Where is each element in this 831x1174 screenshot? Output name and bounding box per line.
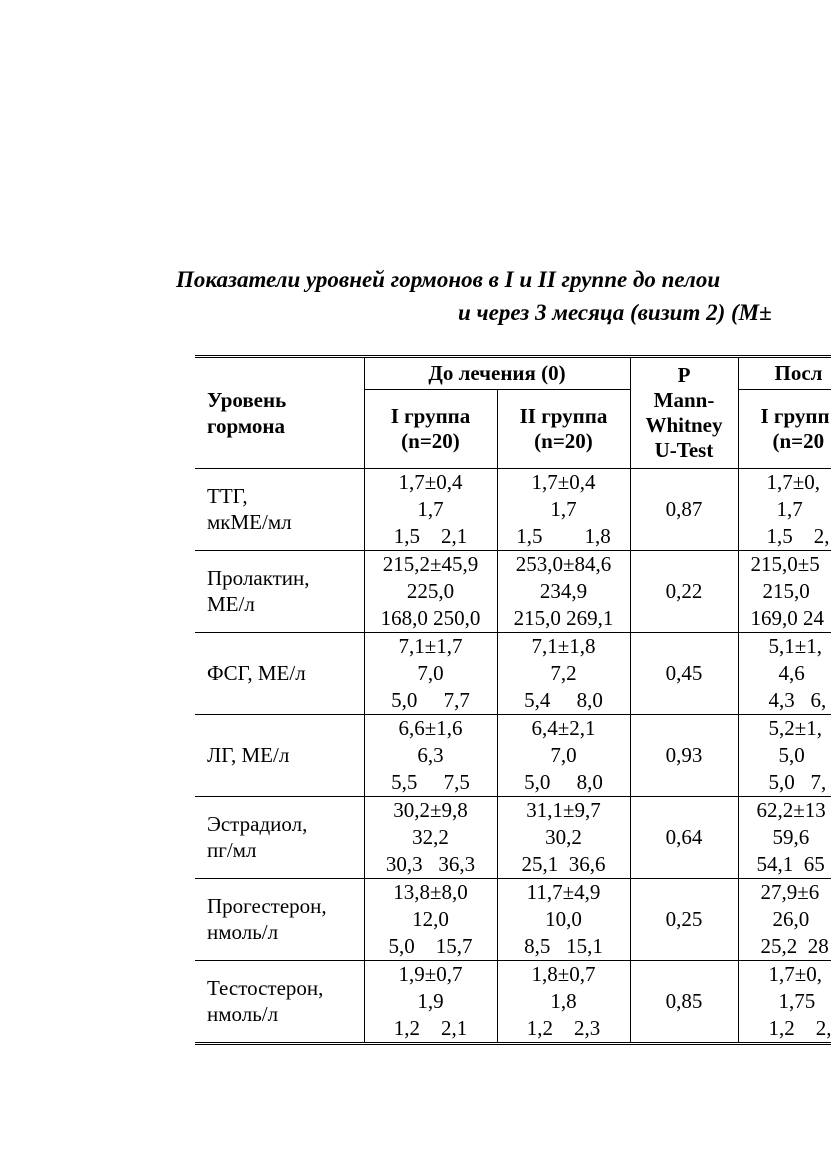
cell-group-1: 13,8±8,0 12,0 5,0 15,7: [364, 878, 497, 960]
row-name: Пролактин, МЕ/л: [195, 550, 364, 632]
cell-p-value: 0,25: [630, 878, 738, 960]
cell-group-1-after: 1,7±0, 1,75 1,2 2,: [738, 960, 831, 1042]
header-group-before: До лечения (0): [364, 358, 630, 389]
cell-p-value: 0,85: [630, 960, 738, 1042]
cell-group-1: 1,9±0,7 1,9 1,2 2,1: [364, 960, 497, 1042]
row-name: Тестостерон, нмоль/л: [195, 960, 364, 1042]
cell-group-2: 253,0±84,6 234,9 215,0 269,1: [497, 550, 630, 632]
cell-p-value: 0,64: [630, 796, 738, 878]
cell-group-2: 1,7±0,4 1,7 1,5 1,8: [497, 468, 630, 550]
table-row: [195, 468, 831, 550]
table-bottom-rule: [195, 1042, 831, 1045]
table-title-line-1: Показатели уровней гормонов в I и II группе до пелои: [176, 267, 721, 292]
row-name: ЛГ, МЕ/л: [195, 714, 364, 796]
row-name: Прогестерон, нмоль/л: [195, 878, 364, 960]
header-p-mann-whitney: P Mann- Whitney U-Test: [630, 358, 738, 468]
cell-group-1: 7,1±1,7 7,0 5,0 7,7: [364, 632, 497, 714]
cell-p-value: 0,87: [630, 468, 738, 550]
table-row: [195, 550, 831, 632]
table-title-line-2: и через 3 месяца (визит 2) (М±: [458, 300, 772, 325]
hormone-table: [195, 355, 831, 1045]
row-name: Эстрадиол, пг/мл: [195, 796, 364, 878]
table-row: [195, 960, 831, 1042]
cell-group-1-after: 5,1±1, 4,6 4,3 6,: [738, 632, 831, 714]
table-row: [195, 632, 831, 714]
cell-p-value: 0,22: [630, 550, 738, 632]
header-group-1: I группа (n=20): [364, 389, 497, 468]
cell-group-1-after: 215,0±5 215,0 169,0 24: [738, 550, 831, 632]
cell-p-value: 0,45: [630, 632, 738, 714]
table-row: [195, 878, 831, 960]
cell-group-1: 1,7±0,4 1,7 1,5 2,1: [364, 468, 497, 550]
cell-group-2: 7,1±1,8 7,2 5,4 8,0: [497, 632, 630, 714]
cell-group-2: 11,7±4,9 10,0 8,5 15,1: [497, 878, 630, 960]
cell-group-2: 1,8±0,7 1,8 1,2 2,3: [497, 960, 630, 1042]
row-name: ТТГ, мкМЕ/мл: [195, 468, 364, 550]
header-group-after: Посл: [738, 358, 831, 389]
cell-group-1: 30,2±9,8 32,2 30,3 36,3: [364, 796, 497, 878]
cell-group-1-after: 1,7±0, 1,7 1,5 2,: [738, 468, 831, 550]
header-row-label: Уровень гормона: [207, 387, 287, 438]
cell-group-1: 6,6±1,6 6,3 5,5 7,5: [364, 714, 497, 796]
header-group-2: II группа (n=20): [497, 389, 630, 468]
header-group-1-after: I групп (n=20: [738, 389, 831, 468]
cell-group-1-after: 62,2±13 59,6 54,1 65: [738, 796, 831, 878]
cell-p-value: 0,93: [630, 714, 738, 796]
cell-group-1-after: 5,2±1, 5,0 5,0 7,: [738, 714, 831, 796]
table-row: [195, 796, 831, 878]
table-row: [195, 714, 831, 796]
row-name: ФСГ, МЕ/л: [195, 632, 364, 714]
cell-group-2: 31,1±9,7 30,2 25,1 36,6: [497, 796, 630, 878]
cell-group-2: 6,4±2,1 7,0 5,0 8,0: [497, 714, 630, 796]
cell-group-1: 215,2±45,9 225,0 168,0 250,0: [364, 550, 497, 632]
cell-group-1-after: 27,9±6 26,0 25,2 28: [738, 878, 831, 960]
